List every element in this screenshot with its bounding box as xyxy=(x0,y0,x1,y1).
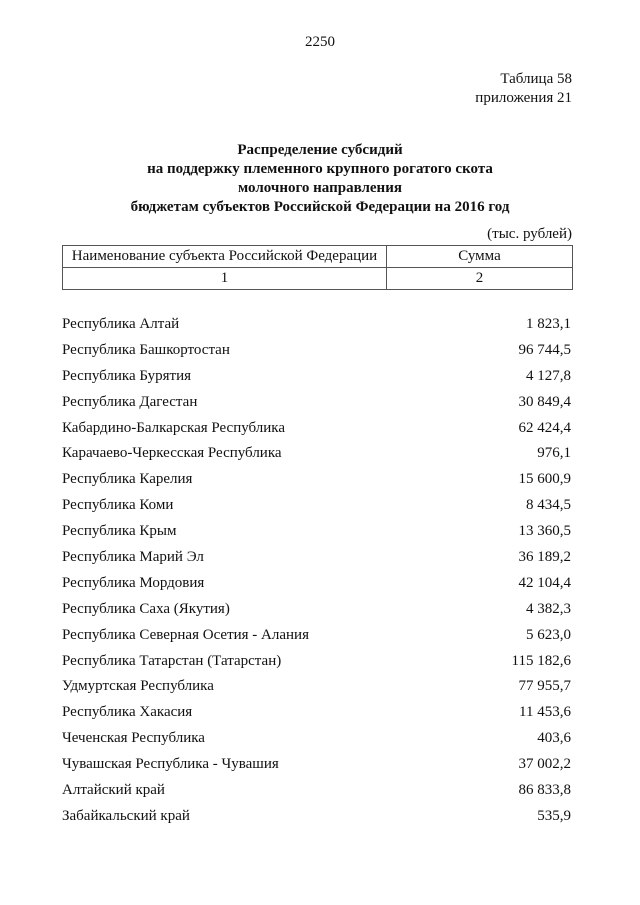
region-name: Чувашская Республика - Чувашия xyxy=(62,756,279,773)
units-label: (тыс. рублей) xyxy=(487,226,572,242)
subsidy-amount: 11 453,6 xyxy=(519,704,571,721)
table-row xyxy=(62,364,571,390)
subsidy-amount: 30 849,4 xyxy=(518,393,571,410)
table-row xyxy=(62,416,571,442)
title-line-1: Распределение субсидий xyxy=(237,142,403,158)
table-row xyxy=(62,545,571,571)
subsidy-amount: 403,6 xyxy=(537,730,571,747)
region-name: Республика Башкортостан xyxy=(62,341,230,358)
region-name: Республика Крым xyxy=(62,523,177,540)
subsidy-amount: 37 002,2 xyxy=(518,756,571,773)
region-name: Республика Хакасия xyxy=(62,704,193,721)
table-row xyxy=(62,571,571,597)
subsidy-amount: 4 382,3 xyxy=(526,600,571,617)
table-number: Таблица 58 xyxy=(500,71,572,87)
table-body xyxy=(62,312,571,830)
region-name: Кабардино-Балкарская Республика xyxy=(62,419,286,436)
table-row xyxy=(62,752,571,778)
table-row xyxy=(62,338,571,364)
subsidy-amount: 115 182,6 xyxy=(511,652,571,669)
region-name: Алтайский край xyxy=(62,782,165,799)
column-header-name: Наименование субъекта Российской Федерации xyxy=(63,246,387,268)
document-title xyxy=(0,141,640,217)
region-name: Республика Карелия xyxy=(62,471,193,488)
region-name: Республика Мордовия xyxy=(62,574,205,591)
subsidy-amount: 13 360,5 xyxy=(518,523,571,540)
region-name: Республика Северная Осетия - Алания xyxy=(62,626,309,643)
subsidy-amount: 77 955,7 xyxy=(518,678,571,695)
table-row xyxy=(62,726,571,752)
table-header xyxy=(62,245,573,290)
table-row xyxy=(62,597,571,623)
table-row xyxy=(62,493,571,519)
table-row xyxy=(62,390,571,416)
table-row xyxy=(62,623,571,649)
column-number-2: 2 xyxy=(387,268,573,290)
subsidy-amount: 535,9 xyxy=(537,807,571,824)
table-row xyxy=(62,700,571,726)
region-name: Чеченская Республика xyxy=(62,730,205,747)
region-name: Республика Дагестан xyxy=(62,393,198,410)
table-row xyxy=(62,467,571,493)
table-row xyxy=(62,312,571,338)
subsidy-amount: 15 600,9 xyxy=(518,471,571,488)
subsidy-amount: 86 833,8 xyxy=(518,782,571,799)
header-row xyxy=(63,246,573,268)
column-number-row xyxy=(63,268,573,290)
appendix-number: приложения 21 xyxy=(475,90,572,106)
table-row xyxy=(62,778,571,804)
title-line-3: молочного направления xyxy=(238,180,402,196)
region-name: Республика Коми xyxy=(62,497,174,514)
title-line-4: бюджетам субъектов Российской Федерации на 2016 год xyxy=(130,199,510,215)
table-row xyxy=(62,804,571,830)
subsidy-amount: 42 104,4 xyxy=(518,574,571,591)
region-name: Республика Бурятия xyxy=(62,367,192,384)
subsidy-amount: 62 424,4 xyxy=(518,419,571,436)
region-name: Карачаево-Черкесская Республика xyxy=(62,445,282,462)
region-name: Забайкальский край xyxy=(62,807,190,824)
subsidy-amount: 5 623,0 xyxy=(526,626,571,643)
title-line-2: на поддержку племенного крупного рогатого скота xyxy=(147,161,493,177)
subsidy-amount: 4 127,8 xyxy=(526,367,571,384)
subsidy-amount: 96 744,5 xyxy=(518,341,571,358)
region-name: Республика Алтай xyxy=(62,316,180,332)
subsidy-amount: 36 189,2 xyxy=(518,549,571,566)
table-row xyxy=(62,649,571,675)
region-name: Республика Марий Эл xyxy=(62,549,204,566)
table-row xyxy=(62,519,571,545)
region-name: Удмуртская Республика xyxy=(62,678,214,695)
table-row xyxy=(62,441,571,467)
column-number-1: 1 xyxy=(63,268,387,290)
subsidy-amount: 8 434,5 xyxy=(526,497,571,514)
table-reference xyxy=(475,70,572,108)
region-name: Республика Татарстан (Татарстан) xyxy=(62,652,282,669)
subsidy-amount: 1 823,1 xyxy=(526,316,571,332)
table-row xyxy=(62,674,571,700)
region-name: Республика Саха (Якутия) xyxy=(62,600,230,617)
column-header-sum: Сумма xyxy=(387,246,573,268)
subsidy-amount: 976,1 xyxy=(537,445,571,462)
page-number: 2250 xyxy=(305,34,335,50)
